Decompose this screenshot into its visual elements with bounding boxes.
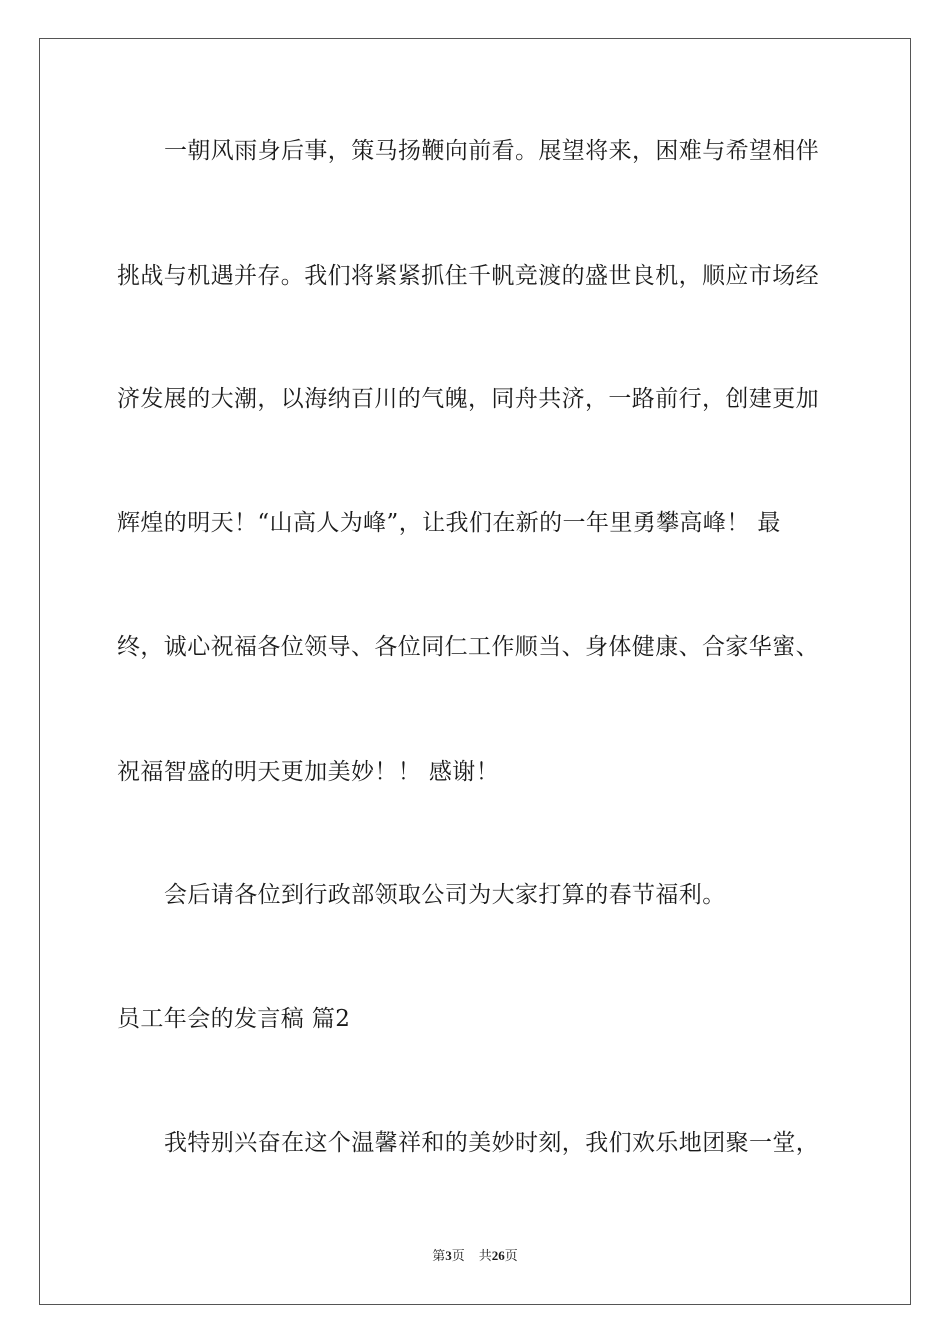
paragraph-line-4: 辉煌的明天！“山高人为峰”，让我们在新的一年里勇攀高峰！ 最 — [117, 510, 781, 536]
page-prefix: 第 — [432, 1249, 446, 1264]
section-heading: 员工年会的发言稿 篇2 — [117, 1006, 351, 1032]
page-suffix: 页 — [451, 1249, 465, 1264]
total-prefix: 共 — [478, 1249, 492, 1264]
total-suffix: 页 — [504, 1249, 518, 1264]
page-footer — [0, 1247, 950, 1266]
total-pages: 26 — [491, 1248, 505, 1263]
paragraph-line-6: 祝福智盛的明天更加美妙！！ 感谢！ — [117, 759, 500, 785]
paragraph-line-7: 会后请各位到行政部领取公司为大家打算的春节福利。 — [164, 882, 726, 908]
paragraph-line-8: 我特别兴奋在这个温馨祥和的美妙时刻，我们欢乐地团聚一堂， — [164, 1130, 820, 1156]
page-number: 3 — [445, 1248, 452, 1263]
paragraph-line-1: 一朝风雨身后事，策马扬鞭向前看。展望将来，困难与希望相伴 — [164, 138, 820, 164]
page-border — [39, 38, 911, 1305]
paragraph-line-2: 挑战与机遇并存。我们将紧紧抓住千帆竞渡的盛世良机，顺应市场经 — [117, 263, 819, 289]
paragraph-line-3: 济发展的大潮，以海纳百川的气魄，同舟共济，一路前行，创建更加 — [117, 386, 819, 412]
paragraph-line-5: 终，诚心祝福各位领导、各位同仁工作顺当、身体健康、合家华蜜、 — [117, 634, 819, 660]
